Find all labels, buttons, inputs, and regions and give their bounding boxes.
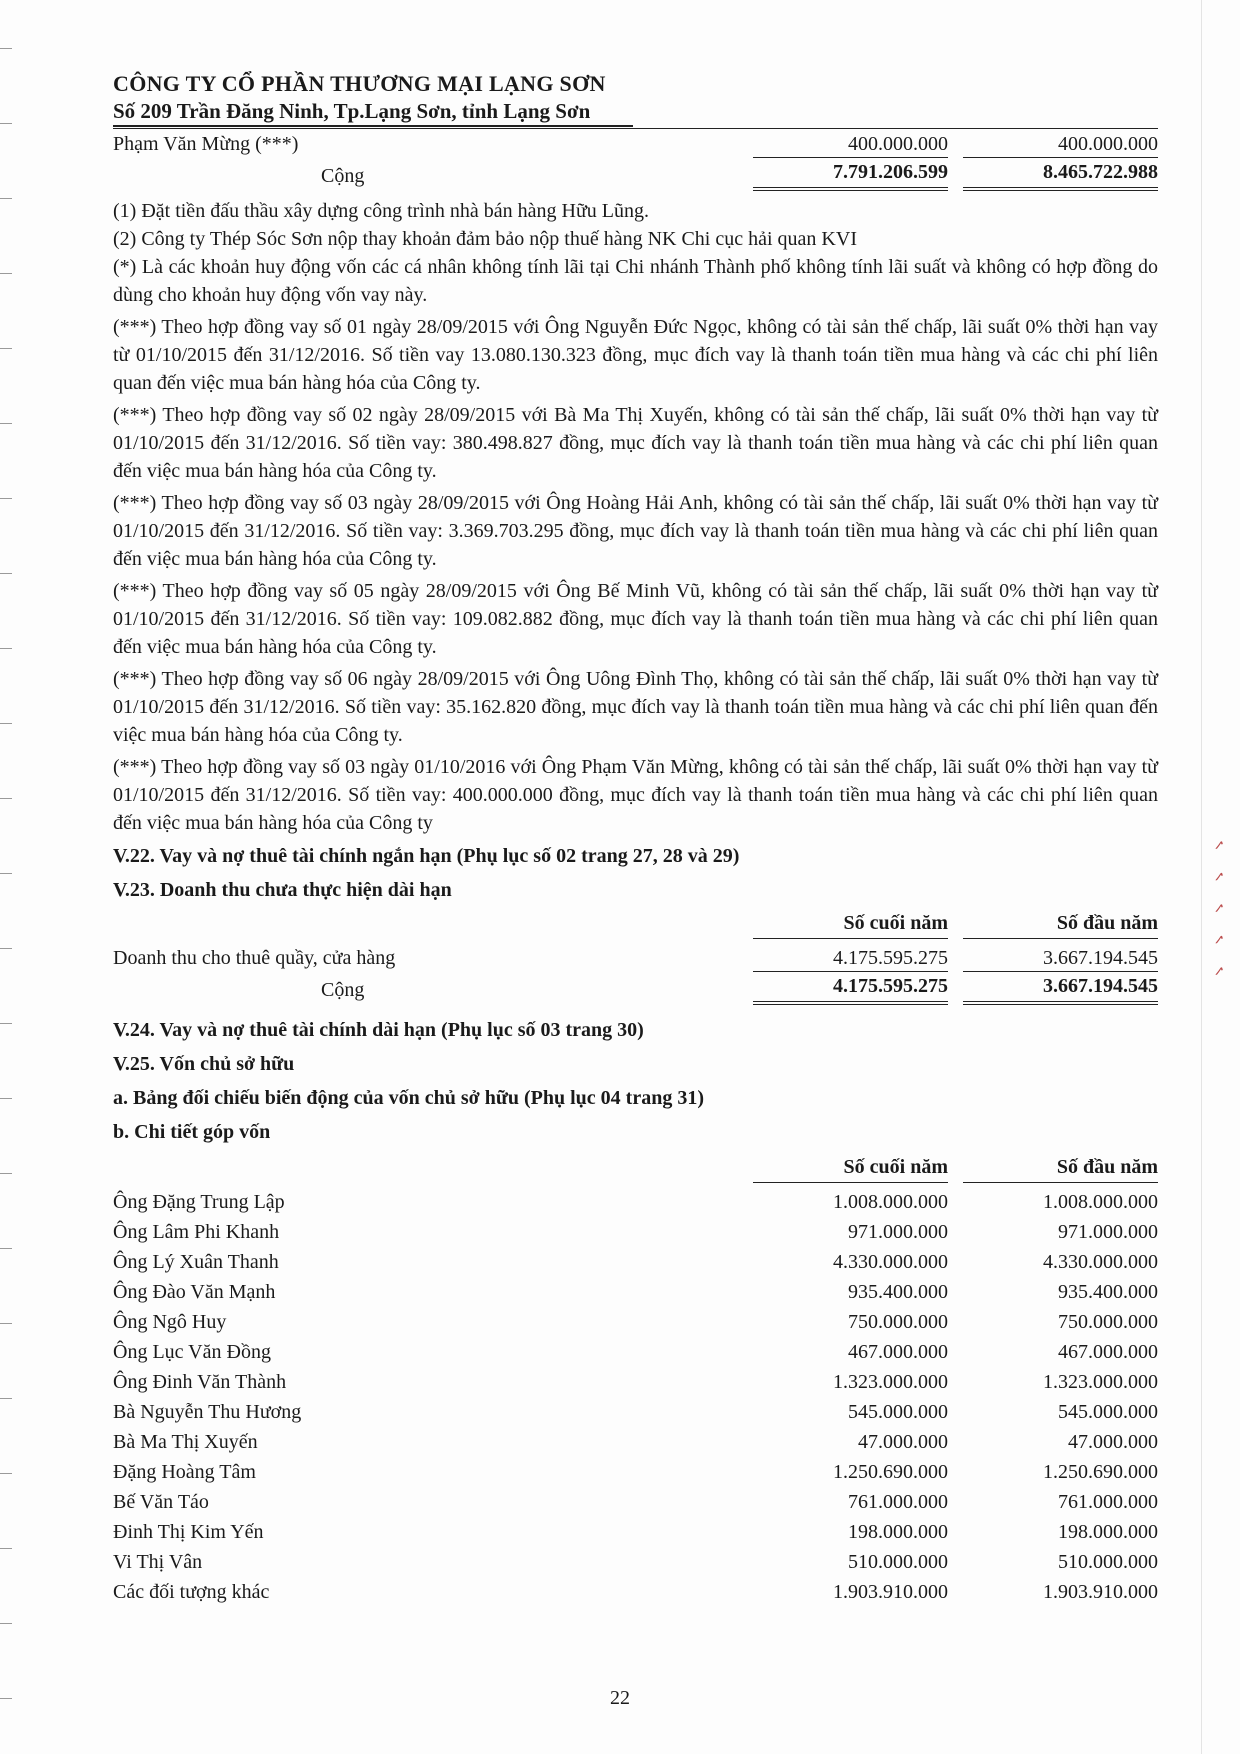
capital-row: [113, 1307, 1158, 1337]
margin-tick: [0, 1173, 12, 1174]
col-begin-header: Số đầu năm: [963, 909, 1158, 939]
revenue-total-row: [113, 975, 1158, 1005]
shareholder-name: Vi Thị Vân: [113, 1551, 203, 1573]
capital-end-value: 1.323.000.000: [833, 1371, 948, 1393]
margin-tick: [0, 1623, 12, 1624]
capital-end-value: 4.330.000.000: [833, 1251, 948, 1273]
margin-tick: [0, 723, 12, 724]
capital-begin-value: 761.000.000: [1058, 1491, 1158, 1513]
note-1: (1) Đặt tiền đấu thầu xây dựng công trình nhà bán hàng Hữu Lũng.: [113, 200, 649, 222]
revenue-column-header: [113, 909, 1158, 939]
capital-begin-value: 545.000.000: [1058, 1401, 1158, 1423]
total-label: Cộng: [321, 165, 365, 187]
shareholder-name: Ông Lục Văn Đồng: [113, 1341, 271, 1363]
capital-begin-value: 1.903.910.000: [1043, 1581, 1158, 1603]
margin-tick: [0, 198, 12, 199]
note-2: (2) Công ty Thép Sóc Sơn nộp thay khoản đảm bảo nộp thuế hàng NK Chi cục hải quan KVI: [113, 228, 857, 250]
capital-row: [113, 1277, 1158, 1307]
page-content: [113, 70, 1158, 1607]
section-v24-heading: V.24. Vay và nợ thuê tài chính dài hạn (Phụ lục số 03 trang 30): [113, 1019, 644, 1041]
margin-tick: [0, 273, 12, 274]
margin-tick: [0, 798, 12, 799]
capital-begin-value: 1.323.000.000: [1043, 1371, 1158, 1393]
capital-end-value: 1.903.910.000: [833, 1581, 948, 1603]
shareholder-name: Ông Đinh Văn Thành: [113, 1371, 287, 1393]
section-v25-heading: V.25. Vốn chủ sở hữu: [113, 1053, 295, 1075]
row-label: Phạm Văn Mừng (***): [113, 133, 299, 155]
capital-end-value: 935.400.000: [848, 1281, 948, 1303]
capital-column-header: [113, 1153, 1158, 1183]
capital-begin-value: 467.000.000: [1058, 1341, 1158, 1363]
col-end-header: Số cuối năm: [753, 1153, 948, 1183]
shareholder-name: Ông Lý Xuân Thanh: [113, 1251, 279, 1273]
margin-tick: [0, 1398, 12, 1399]
capital-row: [113, 1517, 1158, 1547]
section-v23-heading: V.23. Doanh thu chưa thực hiện dài hạn: [113, 879, 452, 901]
capital-row: [113, 1487, 1158, 1517]
capital-row: [113, 1217, 1158, 1247]
company-address: Số 209 Trần Đăng Ninh, Tp.Lạng Sơn, tỉnh Lạng Sơn: [113, 98, 633, 127]
capital-contribution-table: [113, 1187, 1158, 1607]
margin-tick: [0, 1248, 12, 1249]
shareholder-name: Ông Ngô Huy: [113, 1311, 227, 1333]
margin-tick: [0, 1023, 12, 1024]
margin-tick: [0, 1323, 12, 1324]
margin-tick: [0, 498, 12, 499]
margin-tick: [0, 948, 12, 949]
capital-end-value: 761.000.000: [848, 1491, 948, 1513]
shareholder-name: Bà Nguyễn Thu Hương: [113, 1401, 302, 1423]
shareholder-name: Ông Đào Văn Mạnh: [113, 1281, 276, 1303]
col-end-header: Số cuối năm: [753, 909, 948, 939]
margin-tick: [0, 873, 12, 874]
capital-end-value: 971.000.000: [848, 1221, 948, 1243]
binding-margin-marks: [0, 0, 14, 1754]
capital-end-value: 545.000.000: [848, 1401, 948, 1423]
margin-tick: [0, 648, 12, 649]
capital-row: [113, 1247, 1158, 1277]
total-end-value: 7.791.206.599: [753, 157, 948, 191]
revenue-row: [113, 943, 1158, 973]
capital-begin-value: 510.000.000: [1058, 1551, 1158, 1573]
capital-end-value: 47.000.000: [858, 1431, 948, 1453]
capital-row: [113, 1367, 1158, 1397]
capital-begin-value: 198.000.000: [1058, 1521, 1158, 1543]
shareholder-name: Các đối tượng khác: [113, 1581, 270, 1603]
loan-row-pham-van-mung: [113, 129, 1158, 159]
shareholder-name: Đặng Hoàng Tâm: [113, 1461, 256, 1483]
margin-tick: [0, 1098, 12, 1099]
shareholder-name: Ông Đặng Trung Lập: [113, 1191, 285, 1213]
total-end-value: 4.175.595.275: [753, 971, 948, 1005]
capital-row: [113, 1547, 1158, 1577]
capital-row: [113, 1187, 1158, 1217]
note-loan-03-2016: (***) Theo hợp đồng vay số 03 ngày 01/10/2016 với Ông Phạm Văn Mừng, không có tài sản thế chấp, lãi suất 0% thời hạn vay từ 01/10/2015 đến 31/12/2016. Số tiền vay: 400.000.000 đồng, mục đích vay là thanh toán tiền mua hàng và các chi phí liên quan đến việc mua bán hàng hóa của Công ty: [113, 756, 1158, 834]
row-begin-value: 3.667.194.545: [1043, 947, 1158, 969]
row-begin-value: 400.000.000: [1058, 133, 1158, 155]
capital-end-value: 750.000.000: [848, 1311, 948, 1333]
company-name: CÔNG TY CỔ PHẦN THƯƠNG MẠI LẠNG SƠN: [113, 71, 606, 96]
capital-row: [113, 1577, 1158, 1607]
capital-end-value: 467.000.000: [848, 1341, 948, 1363]
capital-begin-value: 47.000.000: [1068, 1431, 1158, 1453]
capital-row: [113, 1457, 1158, 1487]
capital-begin-value: 1.250.690.000: [1043, 1461, 1158, 1483]
shareholder-name: Bế Văn Táo: [113, 1491, 209, 1513]
total-label: Cộng: [321, 979, 365, 1001]
section-v25a-heading: a. Bảng đối chiếu biến động của vốn chủ sở hữu (Phụ lục 04 trang 31): [113, 1087, 704, 1109]
capital-row: [113, 1337, 1158, 1367]
capital-begin-value: 971.000.000: [1058, 1221, 1158, 1243]
col-begin-header: Số đầu năm: [963, 1153, 1158, 1183]
shareholder-name: Bà Ma Thị Xuyến: [113, 1431, 258, 1453]
page-number: 22: [610, 1687, 630, 1709]
note-loan-01: (***) Theo hợp đồng vay số 01 ngày 28/09/2015 với Ông Nguyễn Đức Ngọc, không có tài sản thế chấp, lãi suất 0% thời hạn vay từ 01/10/2015 đến 31/12/2016. Số tiền vay 13.080.130.323 đồng, mục đích vay là thanh toán tiền mua hàng và các chi phí liên quan đến việc mua bán hàng hóa của Công ty.: [113, 316, 1158, 394]
capital-end-value: 1.008.000.000: [833, 1191, 948, 1213]
margin-tick: [0, 1473, 12, 1474]
total-begin-value: 3.667.194.545: [963, 971, 1158, 1005]
red-stamp-mark: ✓ ✓ ✓ ✓ ✓: [1212, 830, 1227, 978]
capital-end-value: 510.000.000: [848, 1551, 948, 1573]
scan-edge: [1201, 0, 1202, 1754]
capital-begin-value: 4.330.000.000: [1043, 1251, 1158, 1273]
note-loan-05: (***) Theo hợp đồng vay số 05 ngày 28/09/2015 với Ông Bế Minh Vũ, không có tài sản thế chấp, lãi suất 0% thời hạn vay từ 01/10/2015 đến 31/12/2016. Số tiền vay: 109.082.882 đồng, mục đích vay là thanh toán tiền mua hàng và các chi phí liên quan đến việc mua bán hàng hóa của Công ty.: [113, 580, 1158, 658]
note-loan-03: (***) Theo hợp đồng vay số 03 ngày 28/09/2015 với Ông Hoàng Hải Anh, không có tài sản thế chấp, lãi suất 0% thời hạn vay từ 01/10/2015 đến 31/12/2016. Số tiền vay: 3.369.703.295 đồng, mục đích vay là thanh toán tiền mua hàng và các chi phí liên quan đến việc mua bán hàng hóa của Công ty.: [113, 492, 1158, 570]
capital-begin-value: 1.008.000.000: [1043, 1191, 1158, 1213]
note-loan-02: (***) Theo hợp đồng vay số 02 ngày 28/09/2015 với Bà Ma Thị Xuyến, không có tài sản thế chấp, lãi suất 0% thời hạn vay từ 01/10/2015 đến 31/12/2016. Số tiền vay: 380.498.827 đồng, mục đích vay là thanh toán tiền mua hàng và các chi phí liên quan đến việc mua bán hàng hóa của Công ty.: [113, 404, 1158, 482]
note-loan-06: (***) Theo hợp đồng vay số 06 ngày 28/09/2015 với Ông Uông Đình Thọ, không có tài sản thế chấp, lãi suất 0% thời hạn vay từ 01/10/2015 đến 31/12/2016. Số tiền vay: 35.162.820 đồng, mục đích vay là thanh toán tiền mua hàng và các chi phí liên quan đến việc mua bán hàng hóa của Công ty.: [113, 668, 1158, 746]
margin-tick: [0, 123, 12, 124]
margin-tick: [0, 423, 12, 424]
capital-row: [113, 1427, 1158, 1457]
section-v22-heading: V.22. Vay và nợ thuê tài chính ngắn hạn (Phụ lục số 02 trang 27, 28 và 29): [113, 845, 740, 867]
capital-begin-value: 750.000.000: [1058, 1311, 1158, 1333]
row-end-value: 4.175.595.275: [833, 947, 948, 969]
margin-tick: [0, 573, 12, 574]
capital-begin-value: 935.400.000: [1058, 1281, 1158, 1303]
margin-tick: [0, 1548, 12, 1549]
row-end-value: 400.000.000: [848, 133, 948, 155]
capital-row: [113, 1397, 1158, 1427]
capital-end-value: 198.000.000: [848, 1521, 948, 1543]
note-star: (*) Là các khoản huy động vốn các cá nhân không tính lãi tại Chi nhánh Thành phố không tính lãi suất và không có hợp đồng do dùng cho khoản huy động vốn vay này.: [113, 256, 1158, 306]
section-v25b-heading: b. Chi tiết góp vốn: [113, 1121, 271, 1143]
shareholder-name: Ông Lâm Phi Khanh: [113, 1221, 280, 1243]
row-label: Doanh thu cho thuê quầy, cửa hàng: [113, 947, 396, 969]
capital-end-value: 1.250.690.000: [833, 1461, 948, 1483]
loans-total-row: [113, 161, 1158, 191]
margin-tick: [0, 348, 12, 349]
margin-tick: [0, 48, 12, 49]
total-begin-value: 8.465.722.988: [963, 157, 1158, 191]
shareholder-name: Đinh Thị Kim Yến: [113, 1521, 264, 1543]
